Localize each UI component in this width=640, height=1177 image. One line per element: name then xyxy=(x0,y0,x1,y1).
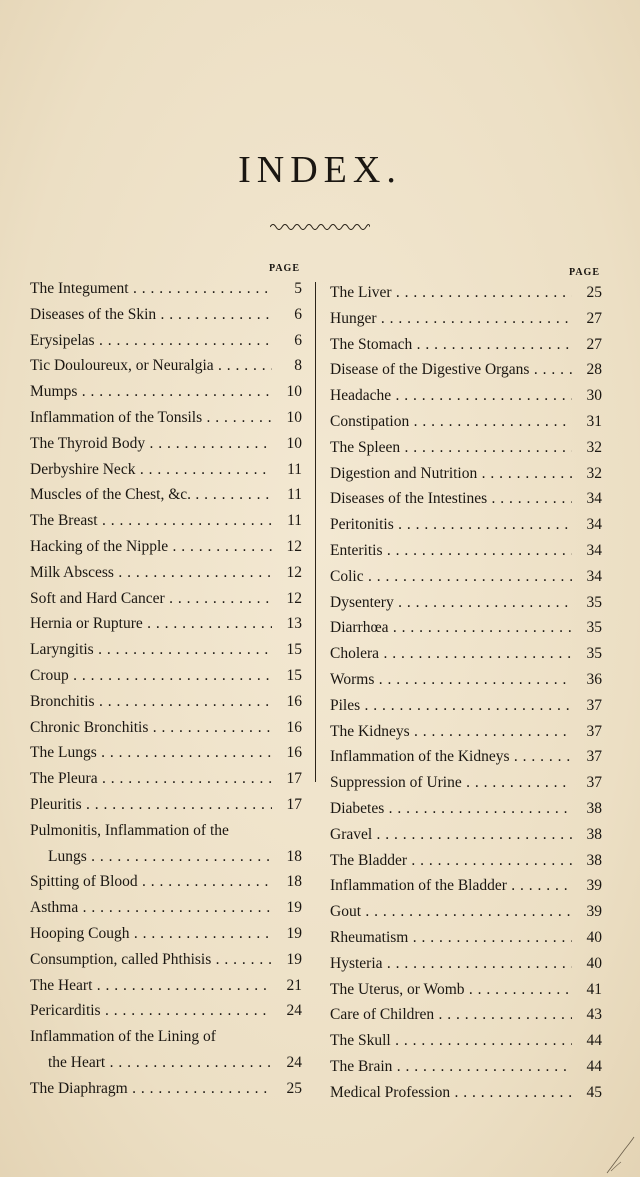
index-entry xyxy=(330,719,602,745)
index-entry-title: Cholera . . . xyxy=(330,641,572,667)
index-entry-page-number: 6 xyxy=(294,331,302,349)
index-entry xyxy=(30,740,302,766)
index-entry xyxy=(330,409,602,435)
index-entry-page-number: 34 xyxy=(586,516,602,534)
index-entry xyxy=(330,564,602,590)
index-entry-title: Inflammation of the Kidneys . . . xyxy=(330,744,572,770)
index-entry-title: Bronchitis . . . xyxy=(30,689,272,715)
index-entry-title: The Uterus, or Womb . . . xyxy=(330,977,572,1003)
index-entry-page-number: 32 xyxy=(586,464,602,482)
index-entry xyxy=(330,280,602,306)
index-entry xyxy=(330,925,602,951)
index-entry xyxy=(30,1050,302,1076)
index-entry xyxy=(30,637,302,663)
index-entry xyxy=(30,715,302,741)
index-entry-page-number: 10 xyxy=(286,408,302,426)
index-entry xyxy=(330,1002,602,1028)
index-entry-title: Milk Abscess . . . xyxy=(30,560,272,586)
index-entry xyxy=(30,586,302,612)
index-entry-title: The Bladder . . . xyxy=(330,848,572,874)
index-entry-page-number: 19 xyxy=(286,950,302,968)
index-entry-title: Rheumatism . . . xyxy=(330,925,572,951)
index-entry-title: Digestion and Nutrition . . . xyxy=(330,461,572,487)
index-entry-title: The Heart . . . xyxy=(30,973,272,999)
index-column-right xyxy=(330,262,602,1106)
index-entry-page-number: 44 xyxy=(586,1057,602,1075)
index-entry-page-number: 11 xyxy=(287,460,302,478)
index-entry-page-number: 28 xyxy=(586,361,602,379)
index-entry-page-number: 38 xyxy=(586,799,602,817)
index-entry-title: Mumps . . . xyxy=(30,379,272,405)
index-entry-title: Soft and Hard Cancer . . . xyxy=(30,586,272,612)
index-entry-page-number: 34 xyxy=(586,490,602,508)
index-entry-title: Hacking of the Nipple . . . xyxy=(30,534,272,560)
index-entry xyxy=(330,486,602,512)
index-entry xyxy=(330,461,602,487)
index-entry-page-number: 16 xyxy=(286,718,302,736)
index-entry-title: Hunger . . . xyxy=(330,306,572,332)
index-entry-title: Medical Profession . . . xyxy=(330,1080,572,1106)
index-entry xyxy=(30,405,302,431)
index-entry xyxy=(30,482,302,508)
index-entry xyxy=(330,873,602,899)
index-entry-page-number: 45 xyxy=(586,1083,602,1101)
index-entry xyxy=(30,689,302,715)
index-entry xyxy=(330,538,602,564)
index-entry-title: Diabetes . . . xyxy=(330,796,572,822)
index-entry xyxy=(330,306,602,332)
wavy-rule-ornament xyxy=(270,222,370,232)
index-entry xyxy=(330,822,602,848)
index-list-right xyxy=(330,280,602,1106)
index-entry-page-number: 38 xyxy=(586,851,602,869)
index-entry xyxy=(30,1076,302,1102)
index-entry xyxy=(330,615,602,641)
index-entry-page-number: 39 xyxy=(586,877,602,895)
index-entry xyxy=(30,534,302,560)
index-entry-title: Piles . . . xyxy=(330,693,572,719)
index-entry-page-number: 37 xyxy=(586,696,602,714)
index-entry xyxy=(30,921,302,947)
index-entry-title: The Spleen . . . xyxy=(330,435,572,461)
index-entry-title: Pulmonitis, Inflammation of the xyxy=(30,821,229,839)
index-entry-page-number: 32 xyxy=(586,438,602,456)
index-entry-page-number: 12 xyxy=(286,537,302,555)
page-column-heading: PAGE xyxy=(568,267,600,278)
index-entry-page-number: 24 xyxy=(286,1002,302,1020)
index-entry xyxy=(330,1054,602,1080)
index-entry-page-number: 37 xyxy=(586,722,602,740)
index-entry-page-number: 10 xyxy=(286,434,302,452)
index-entry xyxy=(330,770,602,796)
index-entry xyxy=(330,1080,602,1106)
index-entry-title: Diseases of the Skin . . . xyxy=(30,302,272,328)
pencil-mark xyxy=(605,1135,635,1175)
index-entry-title: Hysteria . . . xyxy=(330,951,572,977)
index-entry-page-number: 40 xyxy=(586,954,602,972)
index-entry-page-number: 36 xyxy=(586,670,602,688)
index-entry xyxy=(30,844,302,870)
index-entry xyxy=(30,1024,302,1050)
index-entry-page-number: 16 xyxy=(286,692,302,710)
index-entry-page-number: 19 xyxy=(286,899,302,917)
index-entry xyxy=(330,951,602,977)
index-entry-title: The Liver . . . xyxy=(330,280,572,306)
index-entry xyxy=(30,560,302,586)
index-entry xyxy=(30,998,302,1024)
index-entry xyxy=(30,508,302,534)
index-entry-title: Diarrhœa . . . xyxy=(330,615,572,641)
index-entry-title: The Pleura . . . xyxy=(30,766,272,792)
index-entry-page-number: 34 xyxy=(586,567,602,585)
index-entry-page-number: 35 xyxy=(586,645,602,663)
index-entry-page-number: 17 xyxy=(286,770,302,788)
index-entry xyxy=(30,663,302,689)
index-entry-page-number: 34 xyxy=(586,541,602,559)
index-entry-title: Gout . . . xyxy=(330,899,572,925)
index-entry-page-number: 11 xyxy=(287,486,302,504)
index-entry xyxy=(330,435,602,461)
index-entry-page-number: 25 xyxy=(286,1079,302,1097)
index-entry-title: Care of Children . . . xyxy=(330,1002,572,1028)
index-entry xyxy=(30,611,302,637)
index-entry-title: Laryngitis . . . xyxy=(30,637,272,663)
index-entry-page-number: 30 xyxy=(586,387,602,405)
index-entry-title: Muscles of the Chest, &c. . . . xyxy=(30,482,272,508)
index-entry-title: Croup . . . xyxy=(30,663,272,689)
index-entry-page-number: 39 xyxy=(586,903,602,921)
index-entry-title: Asthma . . . xyxy=(30,895,272,921)
index-entry xyxy=(30,947,302,973)
index-entry-page-number: 13 xyxy=(286,615,302,633)
index-entry-title: The Stomach . . . xyxy=(330,332,572,358)
index-entry-page-number: 44 xyxy=(586,1032,602,1050)
index-entry-title: Enteritis . . . xyxy=(330,538,572,564)
index-entry-title: Disease of the Digestive Organs . . . xyxy=(330,357,572,383)
index-entry-page-number: 16 xyxy=(286,744,302,762)
index-entry xyxy=(330,383,602,409)
index-entry-title: Spitting of Blood . . . xyxy=(30,869,272,895)
index-entry-page-number: 24 xyxy=(286,1053,302,1071)
index-entry-page-number: 15 xyxy=(286,641,302,659)
index-entry-title: Suppression of Urine . . . xyxy=(330,770,572,796)
index-entry xyxy=(30,302,302,328)
index-entry xyxy=(330,512,602,538)
index-entry-page-number: 21 xyxy=(286,976,302,994)
index-entry-page-number: 27 xyxy=(586,309,602,327)
index-entry-page-number: 15 xyxy=(286,666,302,684)
index-entry-page-number: 35 xyxy=(586,593,602,611)
index-entry-page-number: 12 xyxy=(286,589,302,607)
index-entry xyxy=(330,744,602,770)
index-entry-title: Pericarditis . . . xyxy=(30,998,272,1024)
index-entry-page-number: 6 xyxy=(294,305,302,323)
index-entry-page-number: 41 xyxy=(586,980,602,998)
index-entry-title: Inflammation of the Tonsils . . . xyxy=(30,405,272,431)
index-entry-page-number: 37 xyxy=(586,774,602,792)
index-entry xyxy=(30,431,302,457)
index-entry xyxy=(330,848,602,874)
index-entry xyxy=(330,977,602,1003)
index-entry-title: Diseases of the Intestines . . . xyxy=(330,486,572,512)
index-entry xyxy=(330,590,602,616)
index-entry-page-number: 17 xyxy=(286,795,302,813)
index-entry-title: Pleuritis . . . xyxy=(30,792,272,818)
index-entry-title: the Heart . . . xyxy=(30,1050,272,1076)
index-entry-page-number: 43 xyxy=(586,1006,602,1024)
index-entry-page-number: 19 xyxy=(286,924,302,942)
index-entry-title: Colic . . . xyxy=(330,564,572,590)
index-entry xyxy=(30,328,302,354)
index-entry-page-number: 25 xyxy=(586,284,602,301)
index-entry-title: The Kidneys . . . xyxy=(330,719,572,745)
index-entry xyxy=(330,641,602,667)
index-entry-page-number: 8 xyxy=(294,357,302,375)
index-entry-title: Erysipelas . . . xyxy=(30,328,272,354)
index-entry-title: The Breast . . . xyxy=(30,508,272,534)
index-entry-title: Peritonitis . . . xyxy=(330,512,572,538)
index-entry xyxy=(330,332,602,358)
index-entry-title: Constipation . . . xyxy=(330,409,572,435)
index-entry-page-number: 35 xyxy=(586,619,602,637)
index-entry-title: The Diaphragm . . . xyxy=(30,1076,272,1102)
index-entry xyxy=(30,973,302,999)
index-entry xyxy=(30,457,302,483)
index-entry xyxy=(30,276,302,302)
index-entry-title: Consumption, called Phthisis . . . xyxy=(30,947,272,973)
index-entry-page-number: 18 xyxy=(286,873,302,891)
index-entry xyxy=(330,693,602,719)
index-entry xyxy=(30,895,302,921)
index-entry-page-number: 27 xyxy=(586,335,602,353)
column-divider xyxy=(315,282,316,782)
index-entry-title: Hooping Cough . . . xyxy=(30,921,272,947)
page-column-heading: PAGE xyxy=(268,263,300,274)
index-entry xyxy=(30,353,302,379)
index-entry xyxy=(330,1028,602,1054)
index-entry-title: Hernia or Rupture . . . xyxy=(30,611,272,637)
index-entry-page-number: 38 xyxy=(586,825,602,843)
index-entry xyxy=(330,667,602,693)
index-entry-title: Gravel . . . xyxy=(330,822,572,848)
index-entry-page-number: 12 xyxy=(286,563,302,581)
index-list-left xyxy=(30,276,302,1102)
index-entry xyxy=(30,869,302,895)
index-entry-title: Inflammation of the Lining of xyxy=(30,1028,216,1046)
index-entry-page-number: 37 xyxy=(586,748,602,766)
page-title: INDEX. xyxy=(238,149,402,191)
index-entry-page-number: 11 xyxy=(287,512,302,530)
index-entry-title: Inflammation of the Bladder . . . xyxy=(330,873,572,899)
index-entry-title: Chronic Bronchitis . . . xyxy=(30,715,272,741)
index-entry xyxy=(30,379,302,405)
index-entry-title: The Thyroid Body . . . xyxy=(30,431,272,457)
index-entry-title: Dysentery . . . xyxy=(330,590,572,616)
index-entry-title: Worms . . . xyxy=(330,667,572,693)
index-entry xyxy=(330,899,602,925)
index-entry xyxy=(30,818,302,844)
index-entry-title: The Lungs . . . xyxy=(30,740,272,766)
index-column-left xyxy=(30,262,302,1102)
index-entry-page-number: 10 xyxy=(286,383,302,401)
index-entry-page-number: 31 xyxy=(586,412,602,430)
index-entry xyxy=(330,357,602,383)
index-entry-title: The Integument . . . xyxy=(30,276,272,302)
index-entry-title: The Skull . . . xyxy=(330,1028,572,1054)
index-entry-title: Headache . . . xyxy=(330,383,572,409)
index-entry-title: Lungs . . . xyxy=(30,844,272,870)
index-entry-title: The Brain . . . xyxy=(330,1054,572,1080)
index-entry-title: Tic Douloureux, or Neuralgia . . . xyxy=(30,353,272,379)
index-entry-page-number: 5 xyxy=(294,280,302,297)
index-entry xyxy=(330,796,602,822)
index-entry-title: Derbyshire Neck . . . xyxy=(30,457,272,483)
index-entry xyxy=(30,792,302,818)
index-entry xyxy=(30,766,302,792)
index-entry-page-number: 18 xyxy=(286,847,302,865)
index-entry-page-number: 40 xyxy=(586,928,602,946)
